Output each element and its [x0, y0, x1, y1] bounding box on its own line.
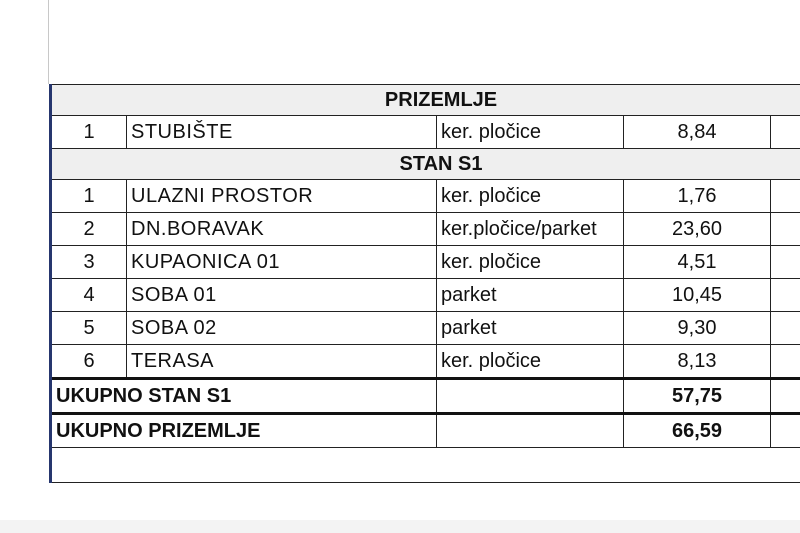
extra-cell: [771, 180, 800, 213]
room-name: TERASA: [127, 345, 437, 379]
room-area: 1,76: [624, 180, 771, 213]
row-number: 4: [51, 279, 127, 312]
room-area: 10,45: [624, 279, 771, 312]
row-number: 3: [51, 246, 127, 279]
total-label: UKUPNO PRIZEMLJE: [51, 414, 437, 448]
room-area: 8,13: [624, 345, 771, 379]
room-area: 9,30: [624, 312, 771, 345]
room-area: 8,84: [624, 116, 771, 149]
floor-type: parket: [437, 312, 624, 345]
empty-row: [51, 448, 800, 483]
total-value: 57,75: [624, 379, 771, 414]
room-name: SOBA 01: [127, 279, 437, 312]
total-value: 66,59: [624, 414, 771, 448]
floor-type: ker.pločice/parket: [437, 213, 624, 246]
extra-cell: [771, 345, 800, 379]
section-header-row: [51, 149, 800, 180]
section-title: STAN S1: [51, 149, 800, 180]
room-name: ULAZNI PROSTOR: [127, 180, 437, 213]
page-bottom-margin: [0, 520, 800, 533]
section-title: PRIZEMLJE: [51, 85, 800, 116]
floor-type: ker. pločice: [437, 345, 624, 379]
total-empty-cell: [437, 379, 624, 414]
floor-type: parket: [437, 279, 624, 312]
floor-type: ker. pločice: [437, 116, 624, 149]
total-empty-cell: [437, 414, 624, 448]
total-row: [51, 379, 800, 414]
room-name: STUBIŠTE: [127, 116, 437, 149]
room-area-table: [49, 84, 800, 483]
empty-cell: [51, 448, 800, 483]
room-name: DN.BORAVAK: [127, 213, 437, 246]
table-row: [51, 279, 800, 312]
row-number: 1: [51, 180, 127, 213]
extra-cell: [771, 279, 800, 312]
row-number: 1: [51, 116, 127, 149]
total-label: UKUPNO STAN S1: [51, 379, 437, 414]
extra-cell: [771, 213, 800, 246]
table-row: [51, 345, 800, 379]
floor-type: ker. pločice: [437, 180, 624, 213]
extra-cell: [771, 116, 800, 149]
room-area: 4,51: [624, 246, 771, 279]
table-row: [51, 180, 800, 213]
table-row: [51, 213, 800, 246]
table-row: [51, 312, 800, 345]
extra-cell: [771, 312, 800, 345]
row-number: 6: [51, 345, 127, 379]
table-row: [51, 246, 800, 279]
row-number: 5: [51, 312, 127, 345]
section-header-row: [51, 85, 800, 116]
page-edge-line: [48, 0, 49, 84]
total-row: [51, 414, 800, 448]
extra-cell: [771, 246, 800, 279]
table-row: [51, 116, 800, 149]
row-number: 2: [51, 213, 127, 246]
floor-type: ker. pločice: [437, 246, 624, 279]
extra-cell: [771, 379, 800, 414]
room-name: SOBA 02: [127, 312, 437, 345]
room-name: KUPAONICA 01: [127, 246, 437, 279]
room-area: 23,60: [624, 213, 771, 246]
extra-cell: [771, 414, 800, 448]
